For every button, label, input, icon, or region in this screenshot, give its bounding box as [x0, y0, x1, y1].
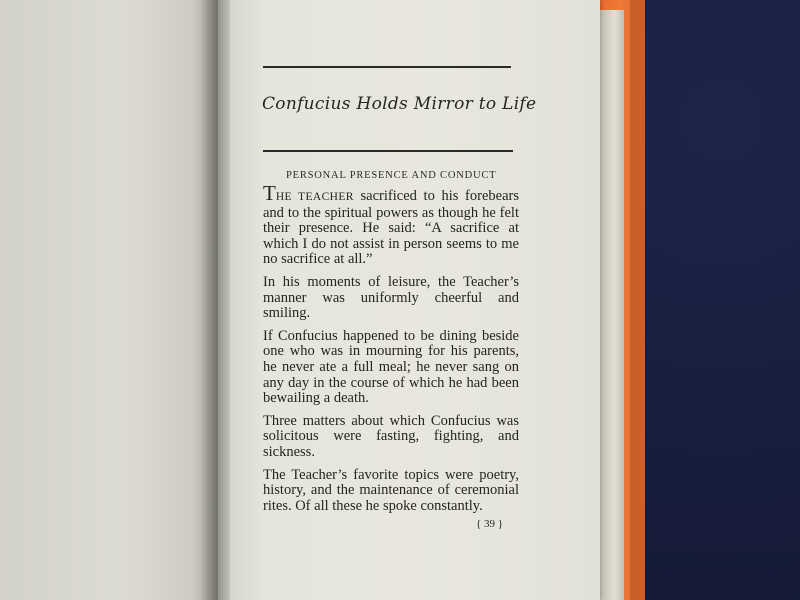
paragraph-3: If Confucius happened to be dining beside one who was in mourning for his parents, he never ate a full meal; he never sang on any day in the course of which he had been bewailing a death. — [263, 327, 519, 407]
page-number: { 39 } — [476, 518, 504, 530]
top-rule — [263, 66, 511, 68]
drop-cap: T — [263, 181, 276, 205]
paragraph-1-rest: sacrificed to his forebears and to the spiritual powers as though he felt their presence. He said: “A sacrifice at which I do not assist in person seems to me no sacrifice at all.” — [263, 188, 519, 268]
chapter-title: Confucius Holds Mirror to Life — [262, 94, 537, 114]
paragraph-2: In his moments of leisure, the Teacher’s manner was uniformly cheerful and smiling. — [263, 273, 519, 322]
body-text — [263, 181, 519, 521]
title-rule — [263, 150, 513, 152]
paragraph-1 — [263, 181, 519, 268]
paragraph-5: The Teacher’s favorite topics were poetry, history, and the maintenance of ceremonial rites. Of all these he spoke constantly. — [263, 466, 519, 514]
small-caps-lead: HE TEACHER — [275, 191, 354, 203]
paragraph-4: Three matters about which Confucius was solicitous were fasting, fighting, and sickness. — [263, 412, 519, 460]
book-gutter-shadow — [200, 0, 230, 600]
cover-shadow — [630, 0, 650, 600]
left-page-blank — [0, 0, 218, 600]
section-heading: PERSONAL PRESENCE AND CONDUCT — [286, 170, 497, 181]
